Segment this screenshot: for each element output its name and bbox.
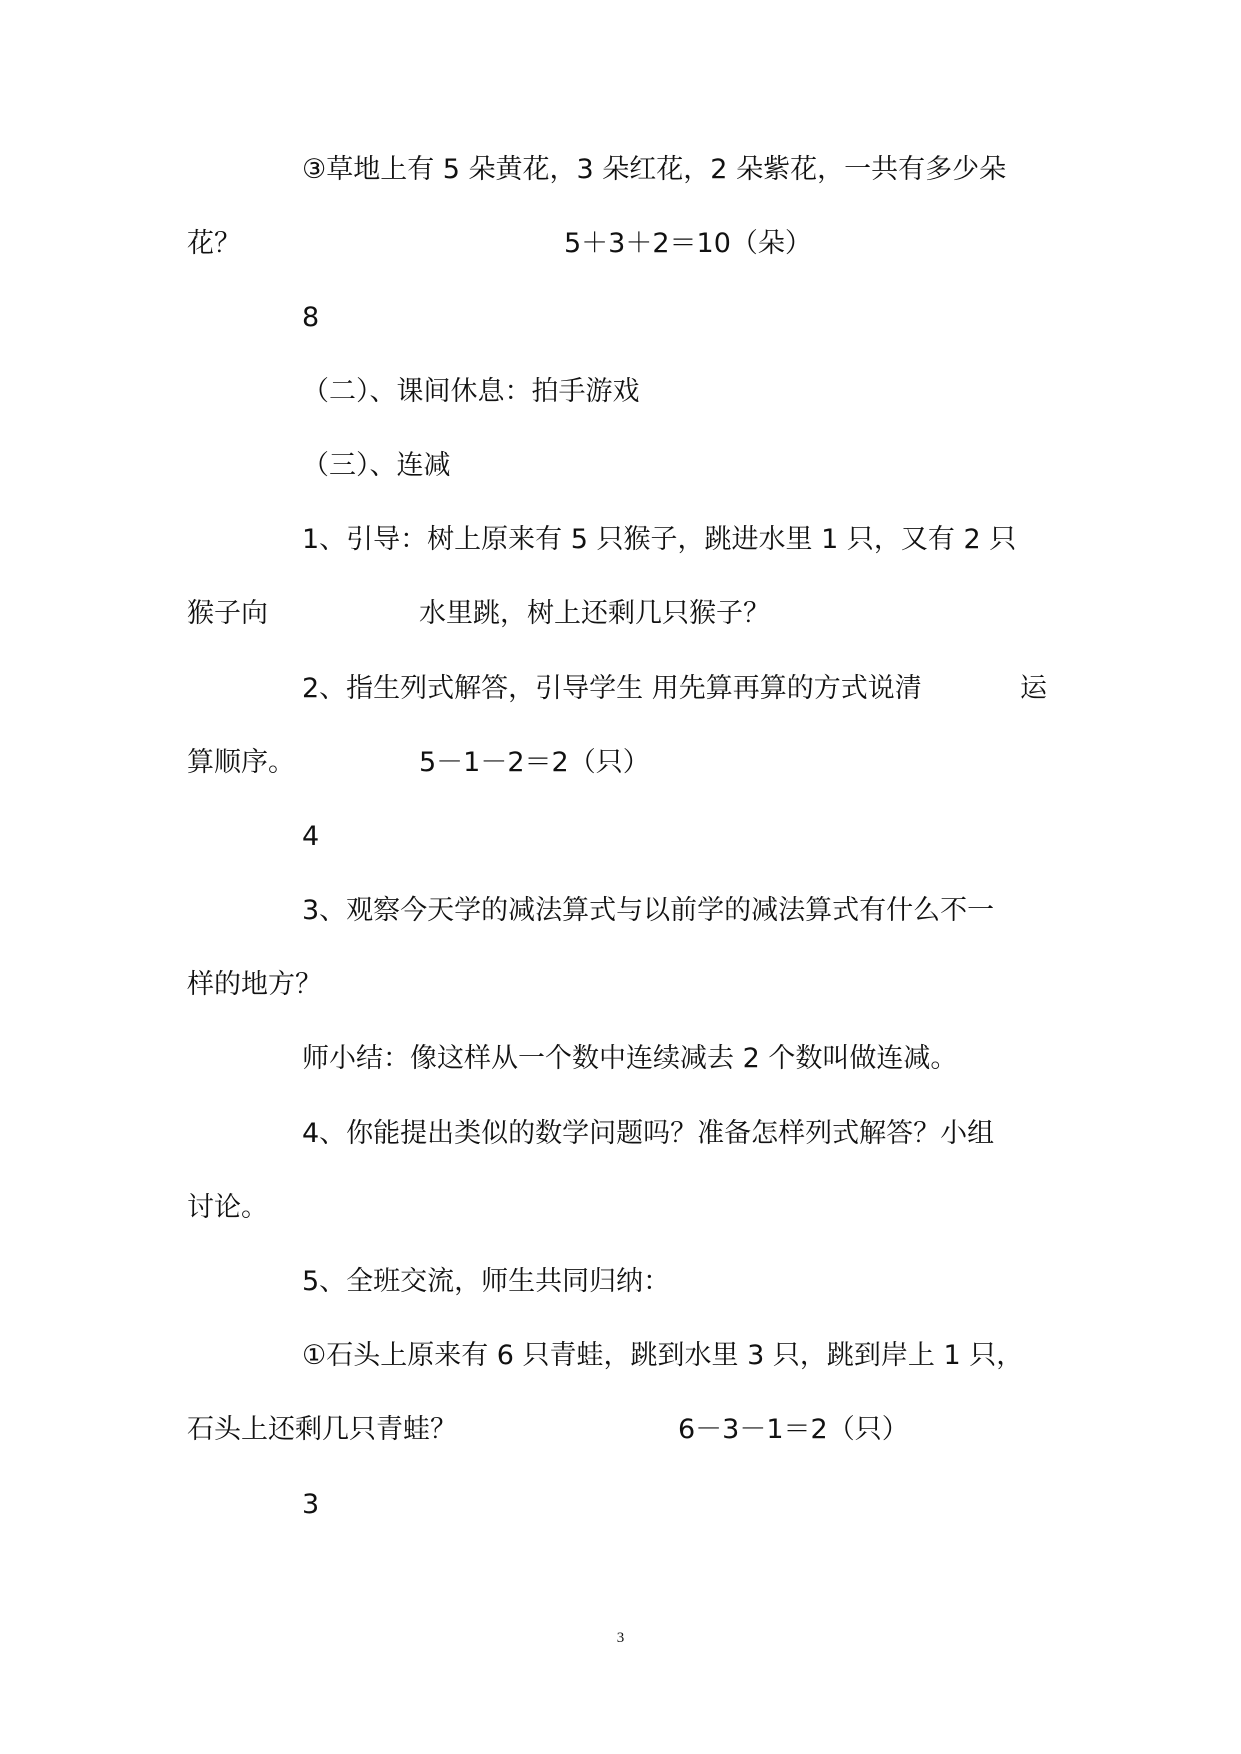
step-5-text: 5、全班交流，师生共同归纳： — [302, 1266, 671, 1297]
step-2-text-end: 运 — [1020, 673, 1047, 704]
section-heading-break: （二）、课间休息：拍手游戏 — [302, 376, 640, 407]
step-4-text: 4、你能提出类似的数学问题吗？准备怎样列式解答？小组 — [302, 1118, 995, 1149]
teacher-summary: 师小结：像这样从一个数中连续减去 2 个数叫做连减。 — [302, 1043, 958, 1074]
problem-3-question-end: 花？ — [187, 228, 241, 259]
example-1-question: ①石头上原来有 6 只青蛙，跳到水里 3 只，跳到岸上 1 只， — [302, 1340, 1024, 1371]
example-1-question-end: 石头上还剩几只青蛙？ — [187, 1414, 457, 1445]
problem-3-question: ③草地上有 5 朵黄花，3 朵红花，2 朵紫花，一共有多少朵 — [302, 154, 1007, 185]
step-1-text-cont-b: 水里跳，树上还剩几只猴子？ — [419, 598, 770, 629]
step-2-text: 2、指生列式解答，引导学生 用先算再算的方式说清 — [302, 673, 922, 704]
step-2-text-cont: 算顺序。 — [187, 747, 295, 778]
answer-number: 8 — [302, 302, 320, 333]
page-number: 3 — [616, 1630, 625, 1646]
example-1-equation: 6－3－1＝2（只） — [678, 1414, 909, 1445]
step-3-text: 3、观察今天学的减法算式与以前学的减法算式有什么不一 — [302, 895, 995, 926]
step-1-text-cont-a: 猴子向 — [187, 598, 268, 629]
section-heading-subtraction: （三）、连减 — [302, 450, 451, 481]
step-4-text-cont: 讨论。 — [187, 1192, 268, 1223]
answer-number: 4 — [302, 821, 320, 852]
step-1-text: 1、引导：树上原来有 5 只猴子，跳进水里 1 只，又有 2 只 — [302, 524, 1017, 555]
step-3-text-cont: 样的地方？ — [187, 969, 322, 1000]
answer-number: 3 — [302, 1489, 320, 1520]
problem-3-equation: 5＋3＋2＝10（朵） — [564, 228, 812, 259]
step-2-equation: 5－1－2＝2（只） — [419, 747, 650, 778]
